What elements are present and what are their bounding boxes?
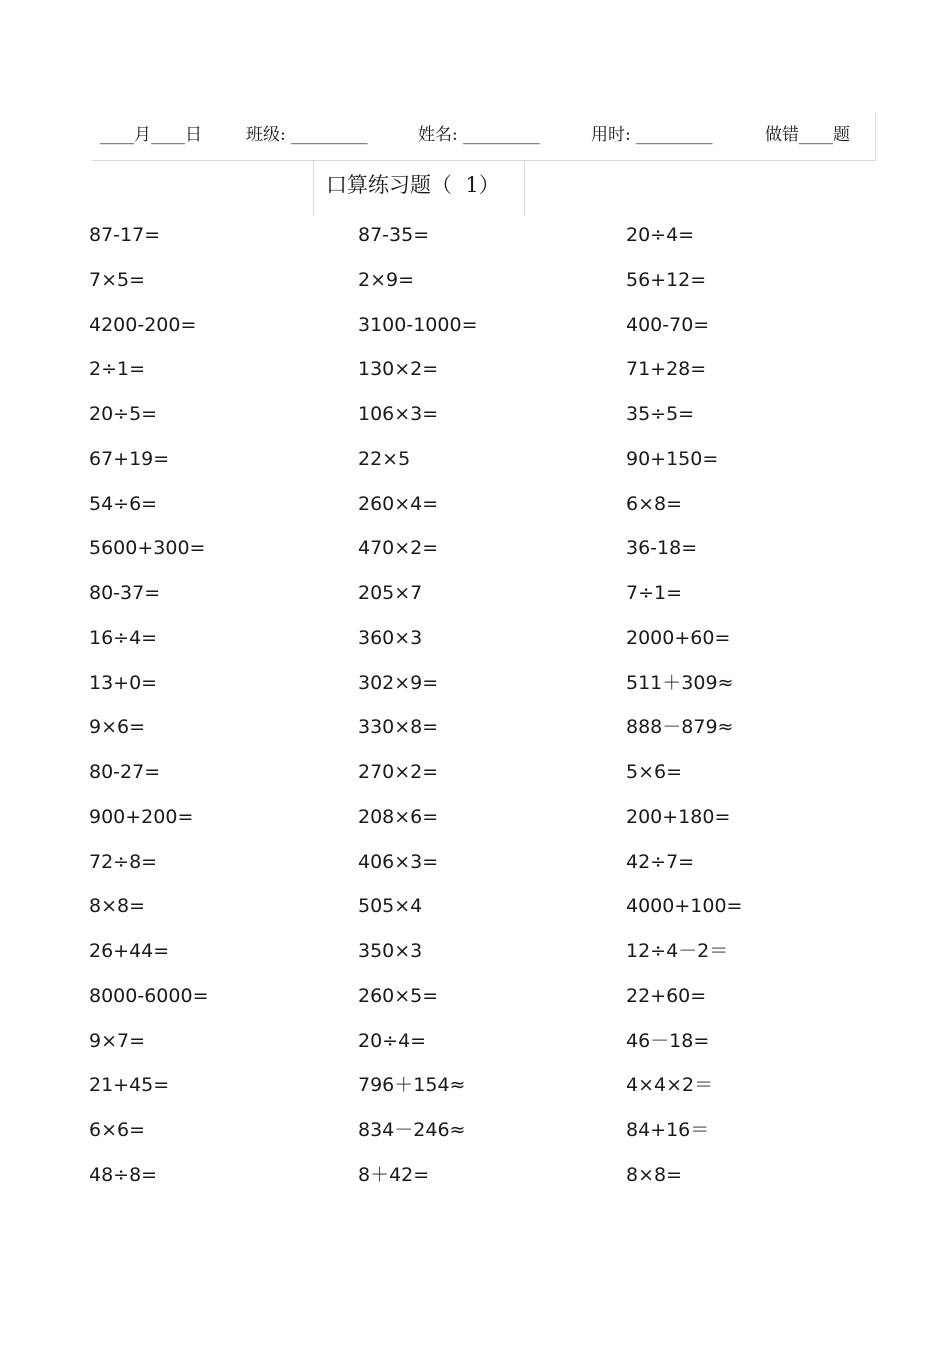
problem-item: 8×8= xyxy=(89,895,146,918)
problem-item: 7×5= xyxy=(89,268,146,291)
problem-item: 80-37= xyxy=(89,582,161,605)
problem-item: 350×3 xyxy=(358,940,423,963)
problem-item: 834－246≈ xyxy=(358,1119,466,1142)
problem-item: 12÷4－2＝ xyxy=(626,940,729,963)
problem-item: 80-27= xyxy=(89,761,161,784)
problem-item: 16÷4= xyxy=(89,626,158,649)
problem-item: 796＋154≈ xyxy=(358,1074,466,1097)
problem-item: 270×2= xyxy=(358,761,439,784)
problem-item: 71+28= xyxy=(626,358,707,381)
problem-item: 90+150= xyxy=(626,447,719,470)
problem-item: 5600+300= xyxy=(89,537,206,560)
problem-item: 87-35= xyxy=(358,224,430,246)
name-field: 姓名: _________ xyxy=(418,125,540,145)
problem-item: 8＋42= xyxy=(358,1164,430,1186)
time-field: 用时: _________ xyxy=(591,125,713,145)
problem-item: 13+0= xyxy=(89,671,158,694)
problem-item: 22+60= xyxy=(626,984,707,1007)
problem-item: 3100-1000= xyxy=(358,313,478,336)
problem-item: 20÷4= xyxy=(626,224,695,246)
problem-item: 8×8= xyxy=(626,1164,683,1186)
problem-item: 130×2= xyxy=(358,358,439,381)
problem-item: 87-17= xyxy=(89,224,161,246)
problem-item: 8000-6000= xyxy=(89,984,209,1007)
problem-item: 6×6= xyxy=(89,1119,146,1142)
problem-item: 46－18= xyxy=(626,1029,710,1052)
problem-item: 42÷7= xyxy=(626,850,695,873)
problem-item: 48÷8= xyxy=(89,1164,158,1186)
problem-item: 208×6= xyxy=(358,805,439,828)
worksheet-header xyxy=(100,120,870,150)
problem-item: 9×7= xyxy=(89,1029,146,1052)
problem-item: 400-70= xyxy=(626,313,710,336)
problem-item: 505×4 xyxy=(358,895,423,918)
problem-item: 200+180= xyxy=(626,805,731,828)
header-frame-edge xyxy=(875,112,876,161)
class-field: 班级: _________ xyxy=(246,125,368,145)
problem-item: 22×5 xyxy=(358,447,411,470)
problem-item: 302×9= xyxy=(358,671,439,694)
problem-item: 5×6= xyxy=(626,761,683,784)
problem-item: 67+19= xyxy=(89,447,170,470)
problem-item: 72÷8= xyxy=(89,850,158,873)
problem-item: 26+44= xyxy=(89,940,170,963)
problem-item: 888－879≈ xyxy=(626,716,734,739)
problem-item: 511＋309≈ xyxy=(626,671,734,694)
problem-item: 2×9= xyxy=(358,268,415,291)
problem-item: 2000+60= xyxy=(626,626,731,649)
problem-item: 330×8= xyxy=(358,716,439,739)
problem-item: 6×8= xyxy=(626,492,683,515)
problem-item: 4000+100= xyxy=(626,895,743,918)
problem-item: 4200-200= xyxy=(89,313,197,336)
problem-item: 106×3= xyxy=(358,403,439,425)
problem-item: 20÷5= xyxy=(89,403,158,425)
problem-item: 900+200= xyxy=(89,805,194,828)
problem-item: 9×6= xyxy=(89,716,146,739)
date-field: ____月____日 xyxy=(100,125,202,145)
problem-item: 21+45= xyxy=(89,1074,170,1097)
problem-item: 36-18= xyxy=(626,537,698,560)
problem-item: 4×4×2＝ xyxy=(626,1074,714,1097)
problem-item: 20÷4= xyxy=(358,1029,427,1052)
wrong-count-field: 做错____题 xyxy=(765,125,850,145)
problem-item: 56+12= xyxy=(626,268,707,291)
problem-item: 470×2= xyxy=(358,537,439,560)
problem-item: 84+16＝ xyxy=(626,1119,710,1142)
problem-item: 360×3 xyxy=(358,626,423,649)
problem-item: 260×5= xyxy=(358,984,439,1007)
problem-item: 406×3= xyxy=(358,850,439,873)
problem-item: 35÷5= xyxy=(626,403,695,425)
worksheet-title: 口算练习题（ 1） xyxy=(326,173,500,197)
problem-item: 260×4= xyxy=(358,492,439,515)
problem-item: 2÷1= xyxy=(89,358,146,381)
problem-item: 54÷6= xyxy=(89,492,158,515)
problem-item: 7÷1= xyxy=(626,582,683,605)
problem-item: 205×7 xyxy=(358,582,423,605)
